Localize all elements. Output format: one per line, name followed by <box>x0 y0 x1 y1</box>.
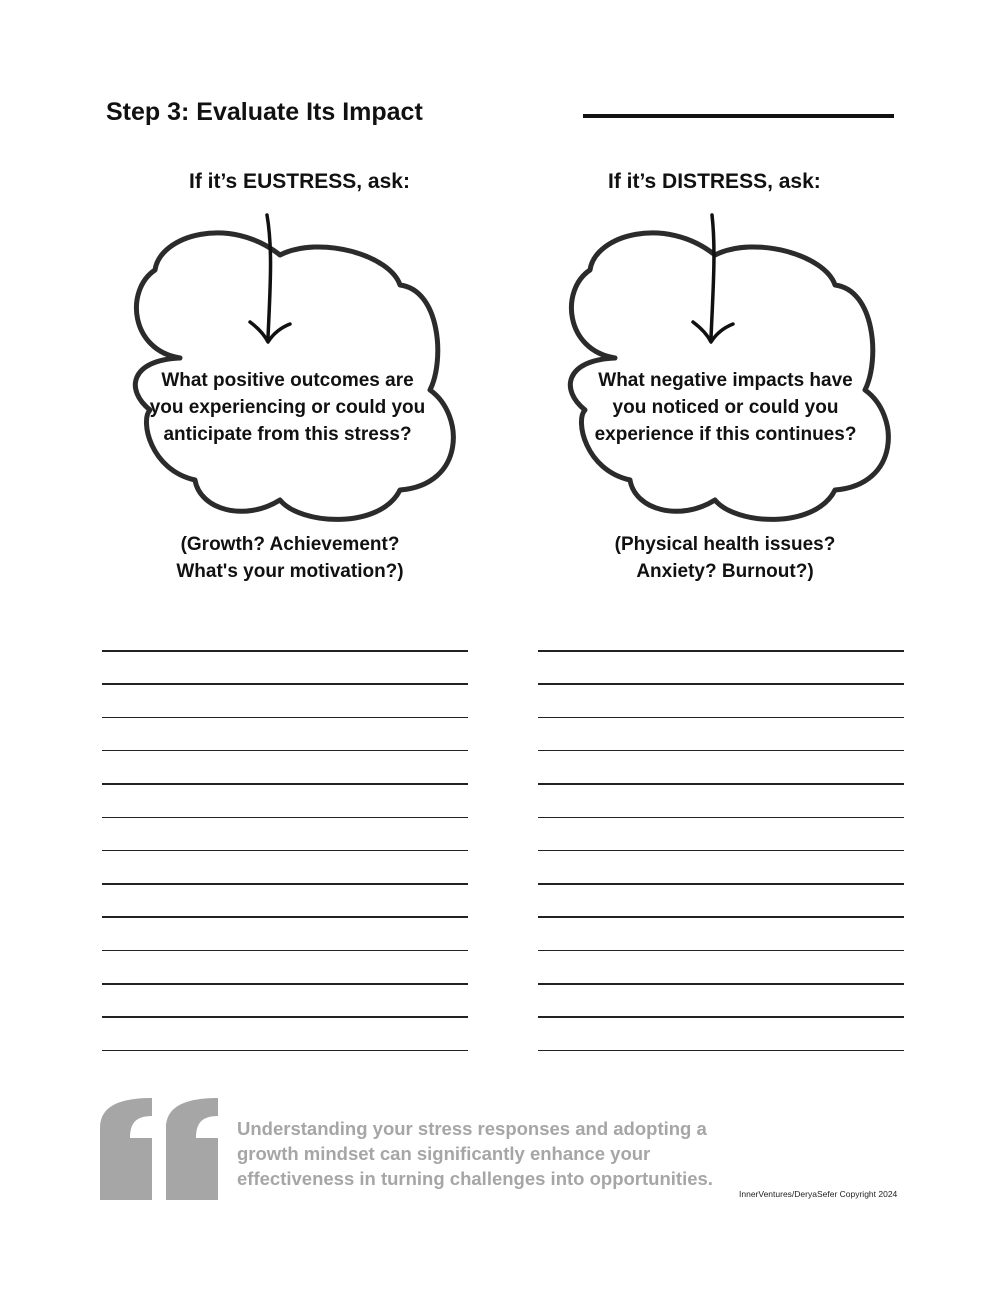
writing-line <box>102 883 468 885</box>
eustress-heading: If it’s EUSTRESS, ask: <box>189 170 410 193</box>
writing-line <box>538 983 904 985</box>
writing-line <box>102 683 468 685</box>
writing-line <box>538 1050 904 1052</box>
writing-line <box>102 1050 468 1052</box>
writing-line <box>102 950 468 952</box>
writing-line <box>102 817 468 819</box>
quotation-mark-icon <box>100 1098 222 1202</box>
eustress-question: What positive outcomes are you experiencing or could you anticipate from this stress? <box>149 370 426 445</box>
writing-line <box>538 916 904 918</box>
writing-line <box>102 717 468 719</box>
writing-line <box>538 717 904 719</box>
distress-question: What negative impacts have you noticed or could you experience if this continues? <box>594 370 857 445</box>
writing-line <box>538 850 904 852</box>
writing-line <box>538 783 904 785</box>
title-rule <box>583 114 894 118</box>
distress-writing-area[interactable] <box>538 650 904 1052</box>
eustress-writing-area[interactable] <box>102 650 468 1052</box>
writing-line <box>538 750 904 752</box>
writing-line <box>102 983 468 985</box>
writing-line <box>538 950 904 952</box>
eustress-hint-line: What's your motivation?) <box>176 561 404 582</box>
eustress-arrow-icon <box>250 215 290 342</box>
writing-line <box>102 650 468 652</box>
writing-line <box>538 650 904 652</box>
writing-line <box>102 850 468 852</box>
writing-line <box>102 1016 468 1018</box>
writing-line <box>538 883 904 885</box>
distress-hint <box>590 531 860 585</box>
distress-arrow-icon <box>693 215 733 342</box>
distress-hint-line: (Physical health issues? <box>614 534 836 555</box>
writing-line <box>538 683 904 685</box>
eustress-hint <box>150 531 430 585</box>
page-title: Step 3: Evaluate Its Impact <box>106 98 423 126</box>
copyright-text: InnerVentures/DeryaSefer Copyright 2024 <box>739 1189 898 1199</box>
quote-text: Understanding your stress responses and adopting a growth mindset can significantly enhance your effectiveness in turning challenges into opportunities. <box>237 1118 713 1189</box>
writing-line <box>538 1016 904 1018</box>
writing-line <box>102 750 468 752</box>
writing-line <box>102 783 468 785</box>
distress-heading: If it’s DISTRESS, ask: <box>608 170 821 193</box>
distress-hint-line: Anxiety? Burnout?) <box>636 561 814 582</box>
eustress-hint-line: (Growth? Achievement? <box>180 534 400 555</box>
writing-line <box>102 916 468 918</box>
writing-line <box>538 817 904 819</box>
